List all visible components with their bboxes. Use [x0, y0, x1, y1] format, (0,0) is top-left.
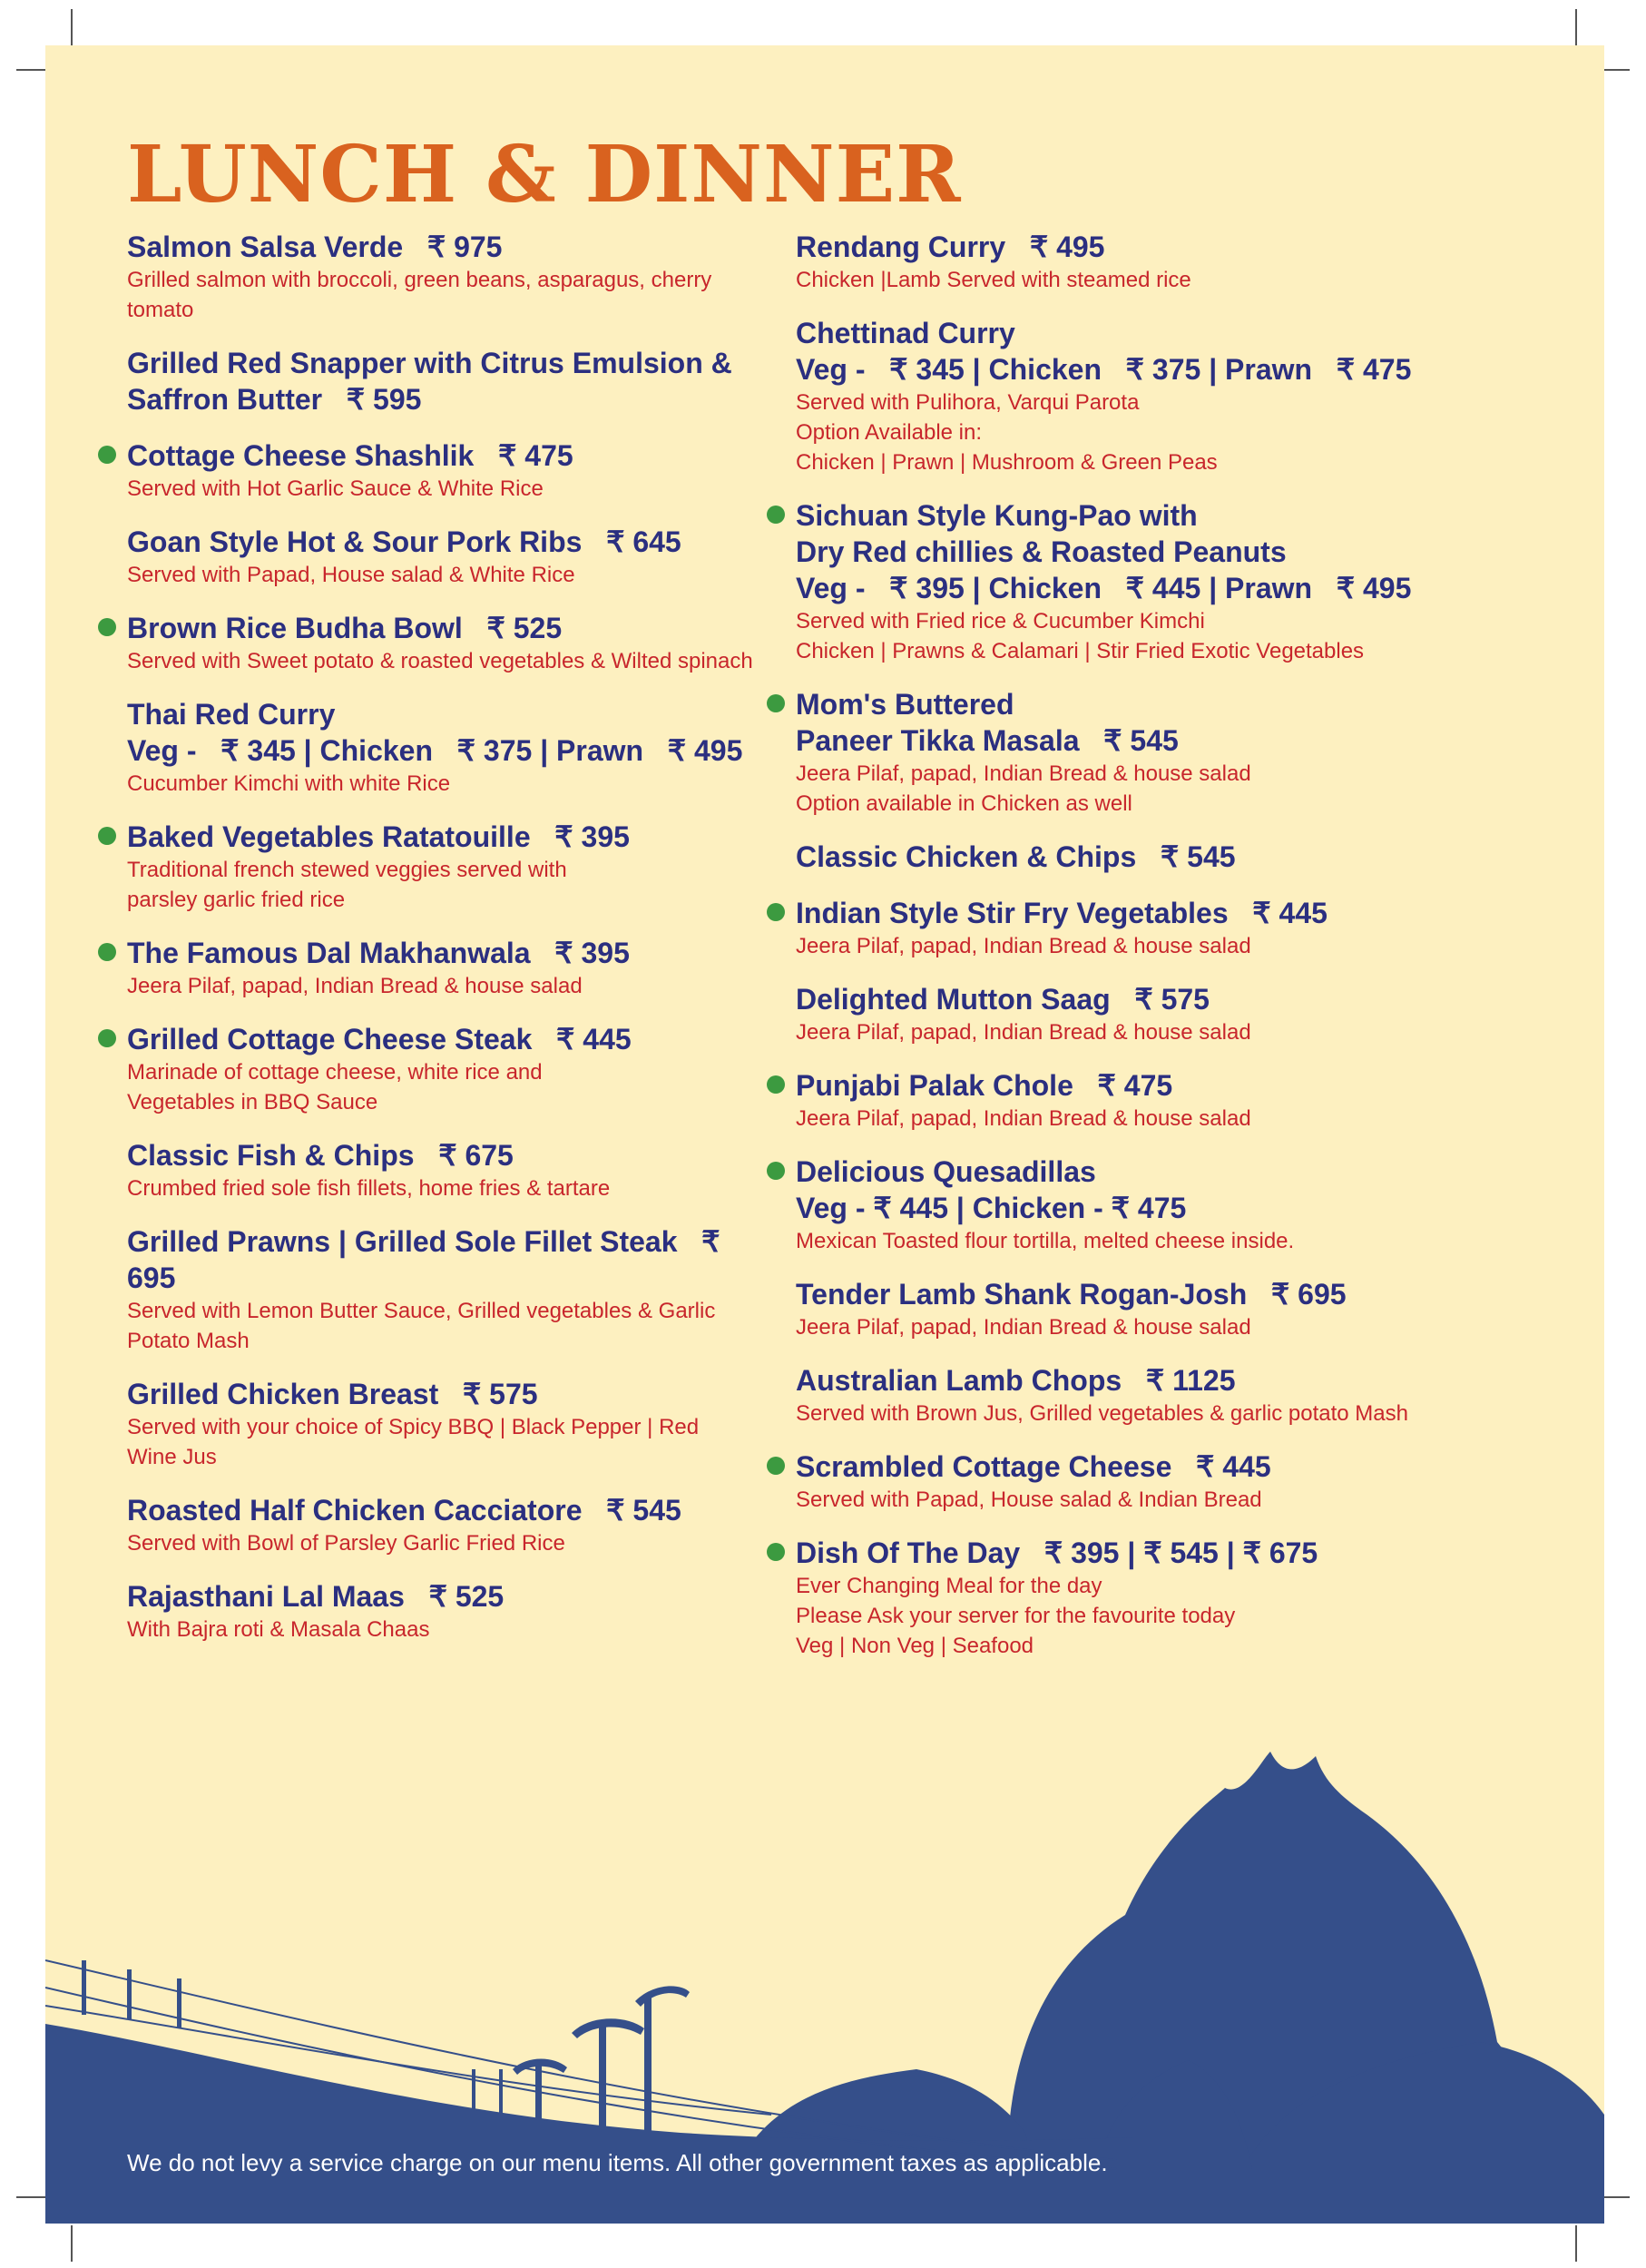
menu-item	[127, 524, 762, 590]
veg-dot-icon	[767, 1457, 785, 1475]
menu-item-name: Grilled Red Snapper with Citrus Emulsion & Saffron Butter ₹ 595	[127, 347, 732, 416]
menu-page	[45, 45, 1604, 2224]
menu-item-description: Served with Lemon Butter Sauce, Grilled vegetables & Garlic Potato Mash	[127, 1299, 716, 1353]
veg-dot-icon	[98, 618, 116, 636]
menu-item-description: Served with Papad, House salad & Indian Bread	[796, 1487, 1262, 1512]
menu-item-name: Sichuan Style Kung-Pao with Dry Red chillies & Roasted Peanuts Veg - ₹ 395 | Chicken ₹ 445 | Prawn ₹ 495	[796, 499, 1412, 604]
menu-item-name: Chettinad Curry Veg - ₹ 345 | Chicken ₹ 375 | Prawn ₹ 475	[796, 317, 1412, 386]
veg-dot-icon	[98, 827, 116, 845]
veg-dot-icon	[98, 943, 116, 961]
menu-item	[127, 1021, 762, 1117]
menu-item	[127, 819, 762, 915]
menu-item-name: Grilled Chicken Breast ₹ 575	[127, 1378, 538, 1410]
menu-item	[796, 895, 1431, 961]
menu-item-description: Jeera Pilaf, papad, Indian Bread & house salad	[796, 1315, 1251, 1340]
menu-item-name: Delighted Mutton Saag ₹ 575	[796, 983, 1210, 1016]
veg-dot-icon	[767, 1075, 785, 1094]
menu-item	[796, 1276, 1431, 1342]
veg-dot-icon	[767, 506, 785, 524]
city-skyline-illustration	[45, 1534, 1604, 2224]
veg-dot-icon	[98, 446, 116, 464]
menu-item	[796, 839, 1431, 875]
menu-item-name: Roasted Half Chicken Cacciatore ₹ 545	[127, 1494, 681, 1527]
menu-item-description: Served with Sweet potato & roasted vegetables & Wilted spinach	[127, 649, 753, 673]
menu-item-name: Punjabi Palak Chole ₹ 475	[796, 1069, 1173, 1102]
menu-item-name: Tender Lamb Shank Rogan-Josh ₹ 695	[796, 1278, 1347, 1311]
veg-dot-icon	[767, 694, 785, 712]
menu-item-name: Rendang Curry ₹ 495	[796, 231, 1105, 263]
menu-item-description: Mexican Toasted flour tortilla, melted cheese inside.	[796, 1229, 1295, 1253]
menu-item-description: Served with Hot Garlic Sauce & White Rice	[127, 476, 544, 501]
menu-item-description: Cucumber Kimchi with white Rice	[127, 771, 451, 796]
menu-item-description: Jeera Pilaf, papad, Indian Bread & house salad	[127, 974, 583, 998]
menu-item-description: Chicken |Lamb Served with steamed rice	[796, 268, 1191, 292]
menu-item-name: Salmon Salsa Verde ₹ 975	[127, 231, 503, 263]
veg-dot-icon	[767, 1162, 785, 1180]
menu-item	[127, 1223, 762, 1356]
menu-item-name: Cottage Cheese Shashlik ₹ 475	[127, 439, 573, 472]
menu-item	[796, 1067, 1431, 1134]
menu-title: LUNCH & DINNER	[127, 129, 962, 221]
menu-item	[796, 981, 1431, 1047]
menu-column-right	[796, 229, 1431, 1681]
crop-mark	[71, 9, 73, 45]
menu-item-name: Thai Red Curry Veg - ₹ 345 | Chicken ₹ 375 | Prawn ₹ 495	[127, 698, 743, 767]
menu-item-description: Jeera Pilaf, papad, Indian Bread & house salad Option available in Chicken as well	[796, 761, 1251, 816]
menu-item-description: Served with your choice of Spicy BBQ | Black Pepper | Red Wine Jus	[127, 1415, 700, 1469]
menu-item-name: Rajasthani Lal Maas ₹ 525	[127, 1580, 505, 1613]
menu-item	[127, 935, 762, 1001]
menu-item-name: Classic Fish & Chips ₹ 675	[127, 1139, 514, 1172]
menu-item-description: Jeera Pilaf, papad, Indian Bread & house salad	[796, 1106, 1251, 1131]
menu-item-name: Grilled Prawns | Grilled Sole Fillet Steak ₹ 695	[127, 1225, 729, 1294]
menu-item	[796, 1362, 1431, 1429]
menu-item-description: Served with Pulihora, Varqui Parota Option Available in: Chicken | Prawn | Mushroom & Green Peas	[796, 390, 1218, 475]
menu-item-description: Served with Fried rice & Cucumber Kimchi Chicken | Prawns & Calamari | Stir Fried Exotic Vegetables	[796, 609, 1365, 663]
menu-item	[127, 610, 762, 676]
menu-item-description: With Bajra roti & Masala Chaas	[127, 1617, 430, 1642]
menu-item	[796, 1448, 1431, 1515]
menu-item	[796, 1154, 1431, 1256]
menu-item-description: Jeera Pilaf, papad, Indian Bread & house salad	[796, 1020, 1251, 1045]
menu-item	[796, 497, 1431, 666]
menu-item	[796, 315, 1431, 477]
menu-item-name: Mom's Buttered Paneer Tikka Masala ₹ 545	[796, 688, 1179, 757]
menu-item-name: The Famous Dal Makhanwala ₹ 395	[127, 937, 630, 969]
menu-item-name: Scrambled Cottage Cheese ₹ 445	[796, 1450, 1271, 1483]
menu-item-description: Ever Changing Meal for the day Please Ask your server for the favourite today Veg | Non Veg | Seafood	[796, 1574, 1236, 1658]
veg-dot-icon	[98, 1029, 116, 1047]
menu-item	[127, 696, 762, 799]
menu-item-description: Served with Brown Jus, Grilled vegetables & garlic potato Mash	[796, 1401, 1408, 1426]
footer-note: We do not levy a service charge on our menu items. All other government taxes as applicable.	[127, 2149, 1108, 2176]
menu-item-name: Classic Chicken & Chips ₹ 545	[796, 840, 1236, 873]
menu-item-name: Baked Vegetables Ratatouille ₹ 395	[127, 820, 630, 853]
menu-item	[127, 229, 762, 325]
veg-dot-icon	[767, 903, 785, 921]
menu-item-name: Goan Style Hot & Sour Pork Ribs ₹ 645	[127, 525, 681, 558]
menu-item-description: Served with Bowl of Parsley Garlic Fried Rice	[127, 1531, 565, 1556]
crop-mark	[1575, 9, 1577, 45]
menu-item	[796, 686, 1431, 819]
menu-item	[127, 437, 762, 504]
menu-item-description: Crumbed fried sole fish fillets, home fries & tartare	[127, 1176, 611, 1201]
menu-item-description: Traditional french stewed veggies served with parsley garlic fried rice	[127, 858, 567, 912]
menu-item-description: Jeera Pilaf, papad, Indian Bread & house salad	[796, 934, 1251, 958]
menu-item-name: Dish Of The Day ₹ 395 | ₹ 545 | ₹ 675	[796, 1537, 1318, 1569]
menu-item-description: Marinade of cottage cheese, white rice and Vegetables in BBQ Sauce	[127, 1060, 543, 1114]
menu-item-description: Served with Papad, House salad & White Rice	[127, 563, 575, 587]
menu-item	[127, 1137, 762, 1203]
menu-item	[127, 1376, 762, 1472]
menu-item	[127, 345, 762, 417]
menu-item	[796, 229, 1431, 295]
menu-column-left	[127, 229, 762, 1664]
menu-item-name: Indian Style Stir Fry Vegetables ₹ 445	[796, 897, 1328, 929]
menu-item-name: Australian Lamb Chops ₹ 1125	[796, 1364, 1236, 1397]
menu-item-name: Grilled Cottage Cheese Steak ₹ 445	[127, 1023, 632, 1055]
menu-item-name: Delicious Quesadillas Veg - ₹ 445 | Chicken - ₹ 475	[796, 1155, 1187, 1224]
crop-mark	[1575, 2225, 1577, 2262]
crop-mark	[71, 2225, 73, 2262]
menu-item-description: Grilled salmon with broccoli, green beans, asparagus, cherry tomato	[127, 268, 712, 322]
menu-item-name: Brown Rice Budha Bowl ₹ 525	[127, 612, 563, 644]
